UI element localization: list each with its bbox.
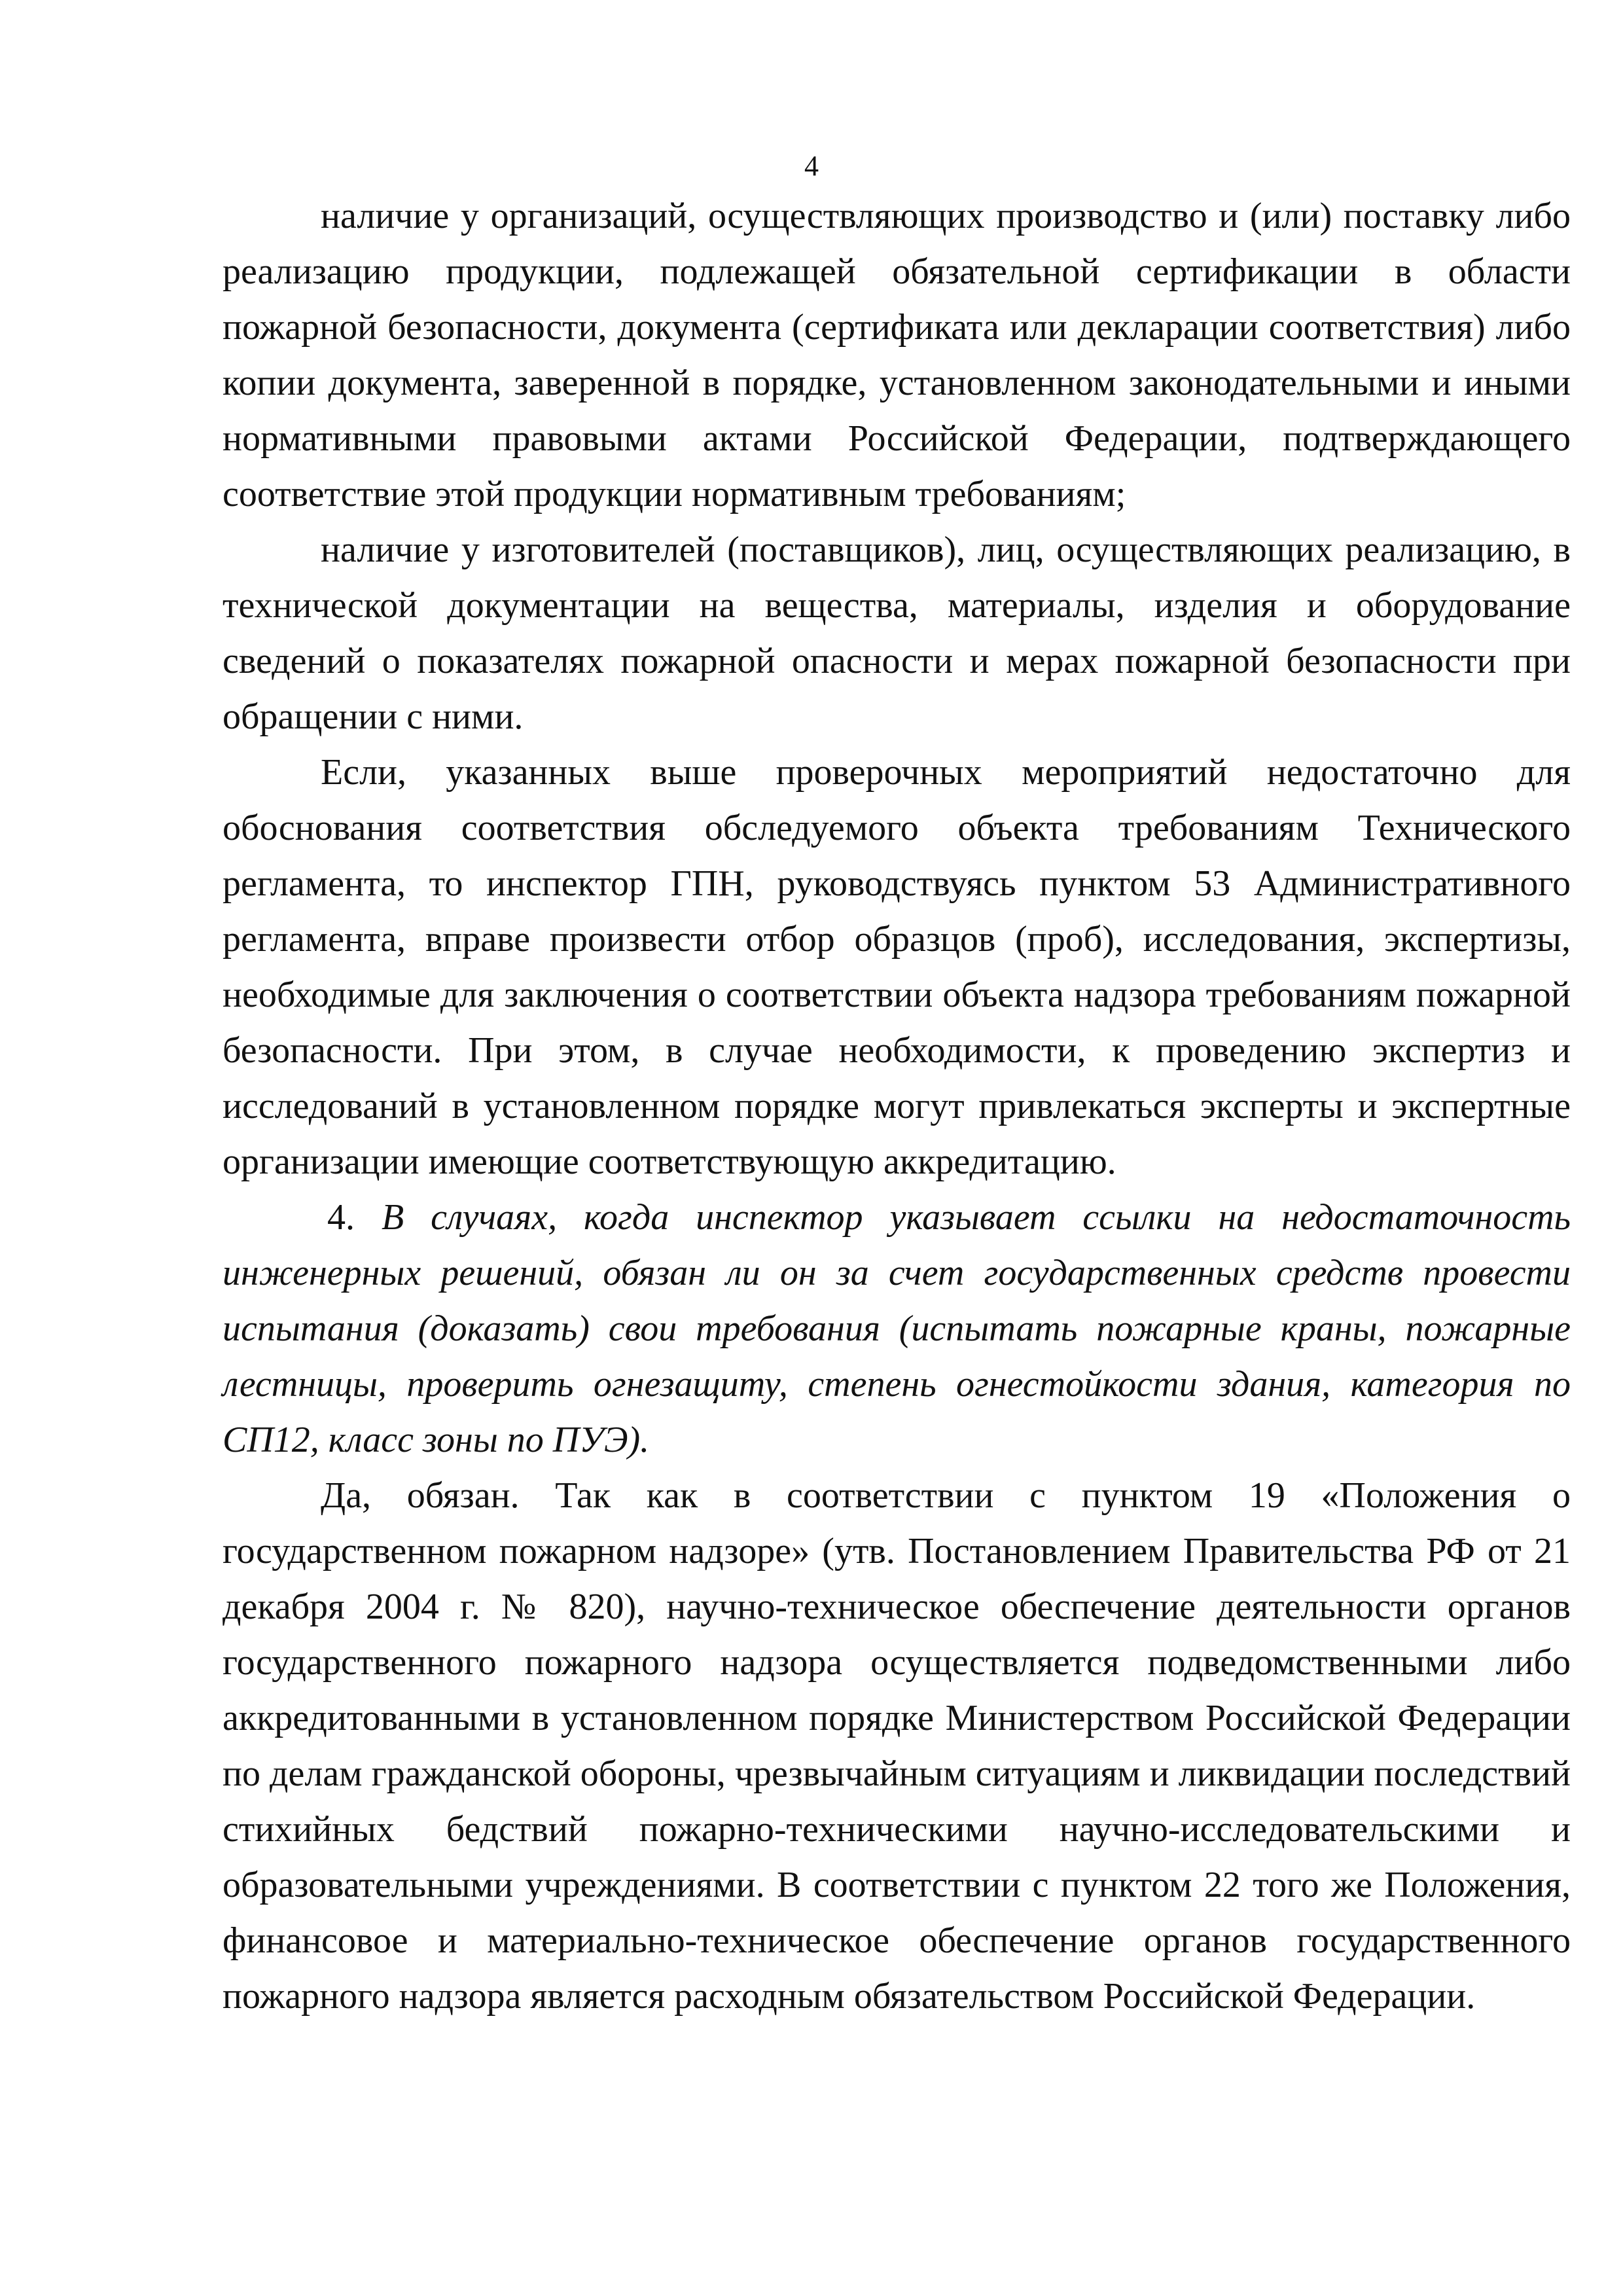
question-number: 4. xyxy=(327,1197,355,1238)
paragraph-fire-hazard-information: наличие у изготовителей (поставщиков), лиц, осуществляющих реализацию, в технической документации на вещества, материалы, изделия и оборудование сведений о показателях пожарной опасности и мерах пожарной безопасности при обращении с ними. xyxy=(223,529,1571,737)
question-text: В случаях, когда инспектор указывает ссылки на недостаточность инженерных решений, обязан ли он за счет государственных средств провести испытания (доказать) свои требования (испытать пожарные краны, пожарные лестницы, проверить огнезащиту, степень огнестойкости здания, категория по СП12, класс зоны по ПУЭ). xyxy=(223,1197,1571,1460)
answer-paragraph: Да, обязан. Так как в соответствии с пунктом 19 «Положения о государственном пожарном надзоре» (утв. Постановлением Правительства РФ от 21 декабря 2004 г. № 820), научно-техническое обеспечение деятельности органов государственного пожарного надзора осуществляется подведомственными либо аккредитованными в установленном порядке Министерством Российской Федерации по делам гражданской обороны, чрезвычайным ситуациям и ликвидации последствий стихийных бедствий пожарно-техническими научно-исследовательскими и образовательными учреждениями. В соответствии с пунктом 22 того же Положения, финансовое и материально-техническое обеспечение органов государственного пожарного надзора является расходным обязательством Российской Федерации. xyxy=(223,1475,1571,2017)
paragraph-sampling-and-expertise: Если, указанных выше проверочных мероприятий недостаточно для обоснования соответствия обследуемого объекта требованиям Технического регламента, то инспектор ГПН, руководствуясь пунктом 53 Административного регламента, вправе произвести отбор образцов (проб), исследования, экспертизы, необходимые для заключения о соответствии объекта надзора требованиям пожарной безопасности. При этом, в случае необходимости, к проведению экспертиз и исследований в установленном порядке могут привлекаться эксперты и экспертные организации имеющие соответствующую аккредитацию. xyxy=(223,752,1571,1182)
page-number: 4 xyxy=(804,150,819,182)
question-paragraph xyxy=(223,1190,1571,1468)
document-body xyxy=(223,188,1571,2024)
paragraph-certification-documents: наличие у организаций, осуществляющих производство и (или) поставку либо реализацию продукции, подлежащей обязательной сертификации в области пожарной безопасности, документа (сертификата или декларации соответствия) либо копии документа, заверенной в порядке, установленном законодательными и иными нормативными правовыми актами Российской Федерации, подтверждающего соответствие этой продукции нормативным требованиям; xyxy=(223,196,1571,514)
